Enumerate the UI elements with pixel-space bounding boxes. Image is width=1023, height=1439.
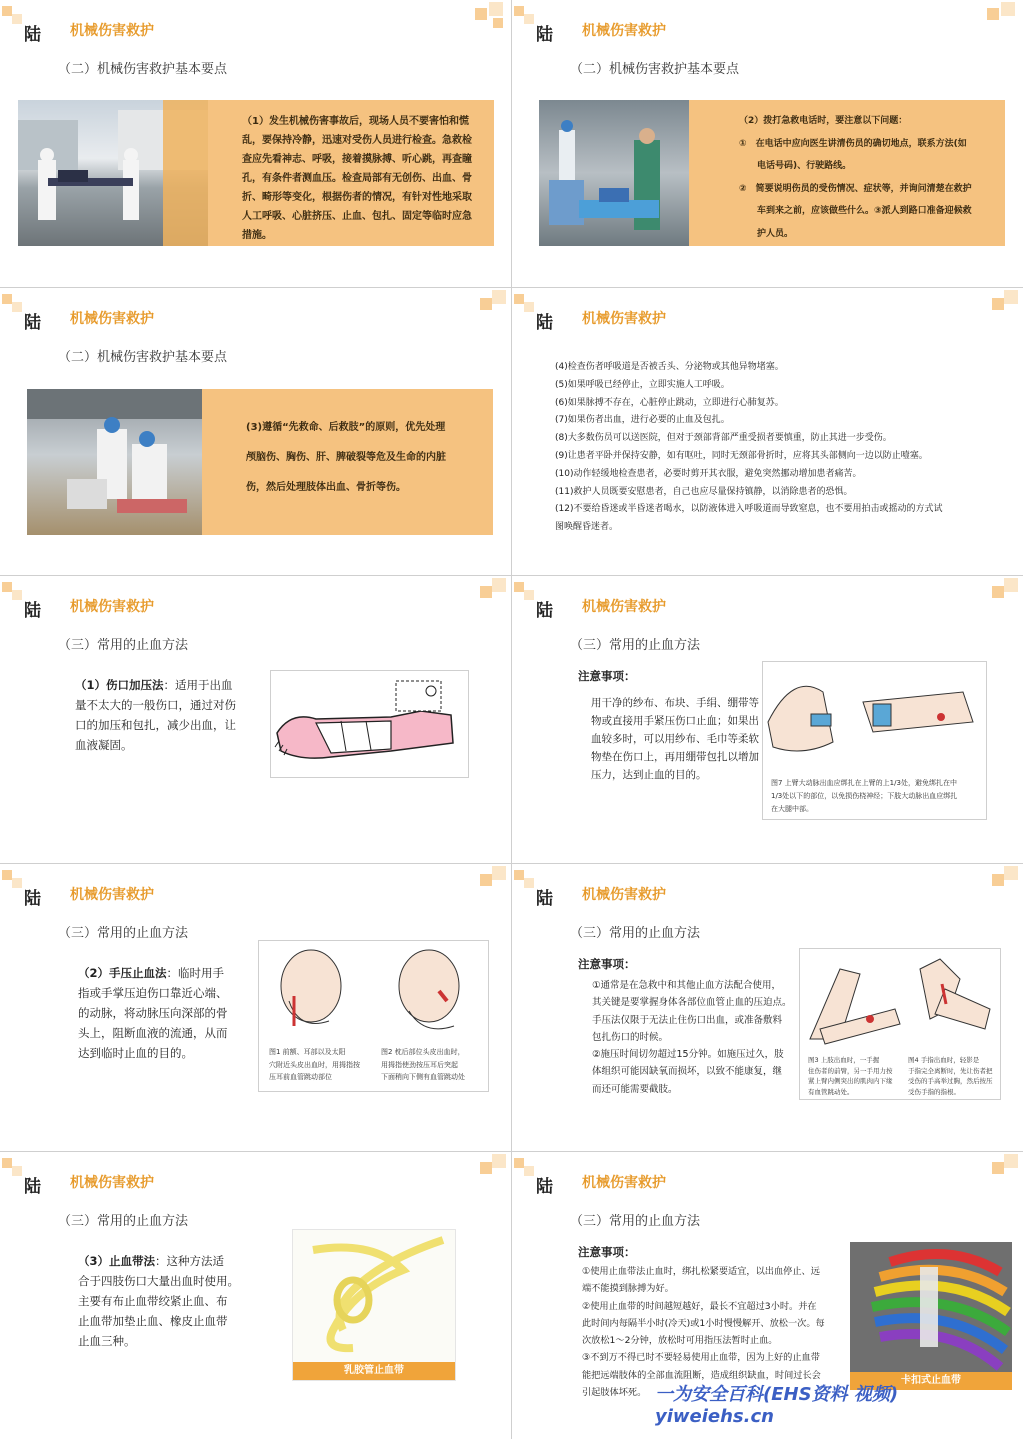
slide-subtitle: （三）常用的止血方法 (58, 638, 189, 653)
body-text: （2）手压止血法：临时用手 指或手掌压迫伤口靠近心端、 的动脉，将动脉压向深部的骨 头上，阻断血液的流通，从而 达到临时止血的目的。 (78, 966, 228, 1060)
slide-1 (0, 0, 511, 287)
slide-6 (512, 576, 1023, 863)
body-text: ①通常是在急救中和其他止血方法配合使用， 其关键是要掌握身体各部位血管止血的压迫点。 手压法仅限于无法止住伤口出血，或准备敷料 包扎伤口的时候。 ②施压时间切勿超过15分钟。如施压过久，肢 体组织可能因缺氧而损坏，以致不能康复，继 而还可能需要截肢。 (592, 980, 792, 1095)
training-photo (27, 389, 202, 535)
content-box (539, 100, 1005, 246)
section-number: 陆 (536, 601, 553, 621)
rescue-photo (18, 100, 208, 246)
body-text: ①使用止血带法止血时，绑扎松紧要适宜，以出血停止、远 端不能摸到脉搏为好。 ②使用止血带的时间越短越好，最长不宜超过3小时。并在 此时间内每隔半小时(冷天)或1小时慢慢解开、放松一次。每 次放松1～2分钟，放松时可用指压法暂时止血。 ③不到万不得已时不要轻易使用止血带，因为上好的止血带 能把远端肢体的全部血流阻断，造成组织缺血，时间过长会 引起肢体坏死。 (582, 1266, 825, 1399)
section-title: 机械伤害救护 (70, 1175, 154, 1191)
section-number: 陆 (536, 313, 553, 333)
section-number: 陆 (536, 25, 553, 45)
section-title: 机械伤害救护 (70, 599, 154, 615)
latex-tube-photo (292, 1229, 456, 1381)
figure-caption: 图7 上臂大动脉出血应绑扎在上臂的上1/3处，避免绑扎在中 1/3处以下的部位，以免损伤桡神经；下肢大动脉出血应绑扎 在大腿中部。 (771, 779, 958, 813)
slide-4 (512, 288, 1023, 575)
section-title: 机械伤害救护 (582, 311, 666, 327)
hand-pressure-figure (258, 940, 489, 1092)
body-text: （2）拨打急救电话时，要注意以下问题： ① 在电话中应向医生讲清伤员的确切地点，联系方法(如 电话号码)、行驶路线。 ② 简要说明伤员的受伤情况、症状等，并询问清楚在救护 车到来之前，应该做些什么。③派人到路口准备迎候救 护人员。 (739, 116, 972, 239)
note-heading: 注意事项： (578, 1245, 636, 1259)
figure-caption-1: 图1 前额、耳部以及太阳 穴附近头皮出血时，用拇指按 压耳前血管跳动部位 (269, 1048, 360, 1081)
section-number: 陆 (24, 889, 41, 909)
rescue-photo (539, 100, 689, 246)
slide-subtitle: （二）机械伤害救护基本要点 (58, 62, 228, 77)
section-title: 机械伤害救护 (582, 599, 666, 615)
slide-subtitle: （三）常用的止血方法 (570, 1214, 701, 1229)
section-number: 陆 (536, 1177, 553, 1197)
photo-label: 卡扣式止血带 (850, 1372, 1012, 1390)
section-title: 机械伤害救护 (70, 887, 154, 903)
arm-pressure-figure (799, 948, 1001, 1100)
section-title: 机械伤害救护 (582, 887, 666, 903)
body-text: （1）伤口加压法：适用于出血 量不太大的一般伤口，通过对伤 口的加压和包扎，减少出血，让 血液凝固。 (75, 678, 236, 752)
note-heading: 注意事项： (578, 669, 636, 683)
figure-caption-2: 图2 枕后部位头皮出血时， 用拇指使劲按压耳后突起 下面稍向下侧有血管跳动处 (381, 1048, 465, 1081)
section-number: 陆 (24, 1177, 41, 1197)
section-title: 机械伤害救护 (70, 23, 154, 39)
body-text: （1）发生机械伤害事故后，现场人员不要害怕和慌 乱，要保持冷静，迅速对受伤人员进行检查。急救检 查应先看神志、呼吸，接着摸脉搏、听心跳，再查瞳 孔，有条件者测血压。检查局部有无创伤、出血、骨 折、畸形等变化，根据伤者的情况，有针对性地采取 人工呼吸、心脏挤压、止血、包扎、固定等临时应急 措施。 (242, 116, 472, 241)
content-box (18, 100, 494, 246)
note-heading: 注意事项： (578, 957, 636, 971)
section-number: 陆 (24, 25, 41, 45)
section-title: 机械伤害救护 (70, 311, 154, 327)
watermark-text: 一为安全百科(EHS资料 视频) yiweiehs.cn (655, 1384, 899, 1427)
photo-label: 乳胶管止血带 (293, 1362, 455, 1380)
pressure-bandage-figure (270, 670, 469, 778)
slide-9 (0, 1152, 511, 1439)
section-title: 机械伤害救护 (582, 1175, 666, 1191)
body-text: 用干净的纱布、布块、手绢、绷带等 物或直接用手紧压伤口止血；如果出 血较多时，可以用纱布、毛巾等柔软 物垫在伤口上，再用绷带包扎以增加 压力，达到止血的目的。 (591, 697, 759, 781)
body-text: (4)检查伤者呼吸道是否被舌头、分泌物或其他异物堵塞。 (5)如果呼吸已经停止，立即实施人工呼吸。 (6)如果脉搏不存在，心脏停止跳动，立即进行心肺复苏。 (7)如果伤者出血，进行必要的止血及包扎。 (8)大多数伤员可以送医院，但对于颈部背部严重受损者要慎重，防止其进一步受伤。 (9)让患者平卧并保持安静，如有呕吐，同时无颈部骨折时，应将其头部侧向一边以防止噎塞。 (10)动作轻缓地检查患者，必要时剪开其衣服，避免突然挪动增加患者痛苦。 (11)救护人员既要安慰患者，自己也应尽量保持镇静，以消除患者的恐惧。 (12)不要给昏迷或半昏迷者喝水，以防液体进入呼吸道而导致窒息，也不要用拍击或摇动的方式试 图唤醒昏迷者。 (555, 362, 943, 533)
section-number: 陆 (24, 601, 41, 621)
slide-subtitle: （三）常用的止血方法 (570, 926, 701, 941)
slide-subtitle: （二）机械伤害救护基本要点 (570, 62, 740, 77)
slide-7 (0, 864, 511, 1151)
slide-subtitle: （三）常用的止血方法 (570, 638, 701, 653)
figure-caption-4: 图4 手指出血时，轻影是 于指完全离断时，先让伤者把 受伤的手高举过胸，然后按压 受伤手指的指根。 (908, 1056, 993, 1096)
slide-3 (0, 288, 511, 575)
section-number: 陆 (24, 313, 41, 333)
slide-subtitle: （二）机械伤害救护基本要点 (58, 350, 228, 365)
buckle-tourniquet-photo (850, 1242, 1012, 1390)
section-number: 陆 (536, 889, 553, 909)
slide-8 (512, 864, 1023, 1151)
body-text: （3）止血带法：这种方法适 合于四肢伤口大量出血时使用。 主要有布止血带绞紧止血、布 止血带加垫止血、橡皮止血带 止血三种。 (78, 1254, 239, 1348)
content-box (27, 389, 493, 535)
figure-caption-3: 图3 上肢出血时，一手握 住伤者的前臂，另一手用力按 紧上臂内侧突出的肌肉内下缘 有血管跳动处。 (808, 1056, 893, 1096)
slide-5 (0, 576, 511, 863)
slide-2 (512, 0, 1023, 287)
body-text: (3)遵循“先救命、后救肢”的原则，优先处理 颅脑伤、胸伤、肝、脾破裂等危及生命的内脏 伤，然后处理肢体出血、骨折等伤。 (246, 422, 446, 493)
slide-subtitle: （三）常用的止血方法 (58, 1214, 189, 1229)
tourniquet-limbs-figure (762, 661, 987, 820)
section-title: 机械伤害救护 (582, 23, 666, 39)
slide-subtitle: （三）常用的止血方法 (58, 926, 189, 941)
